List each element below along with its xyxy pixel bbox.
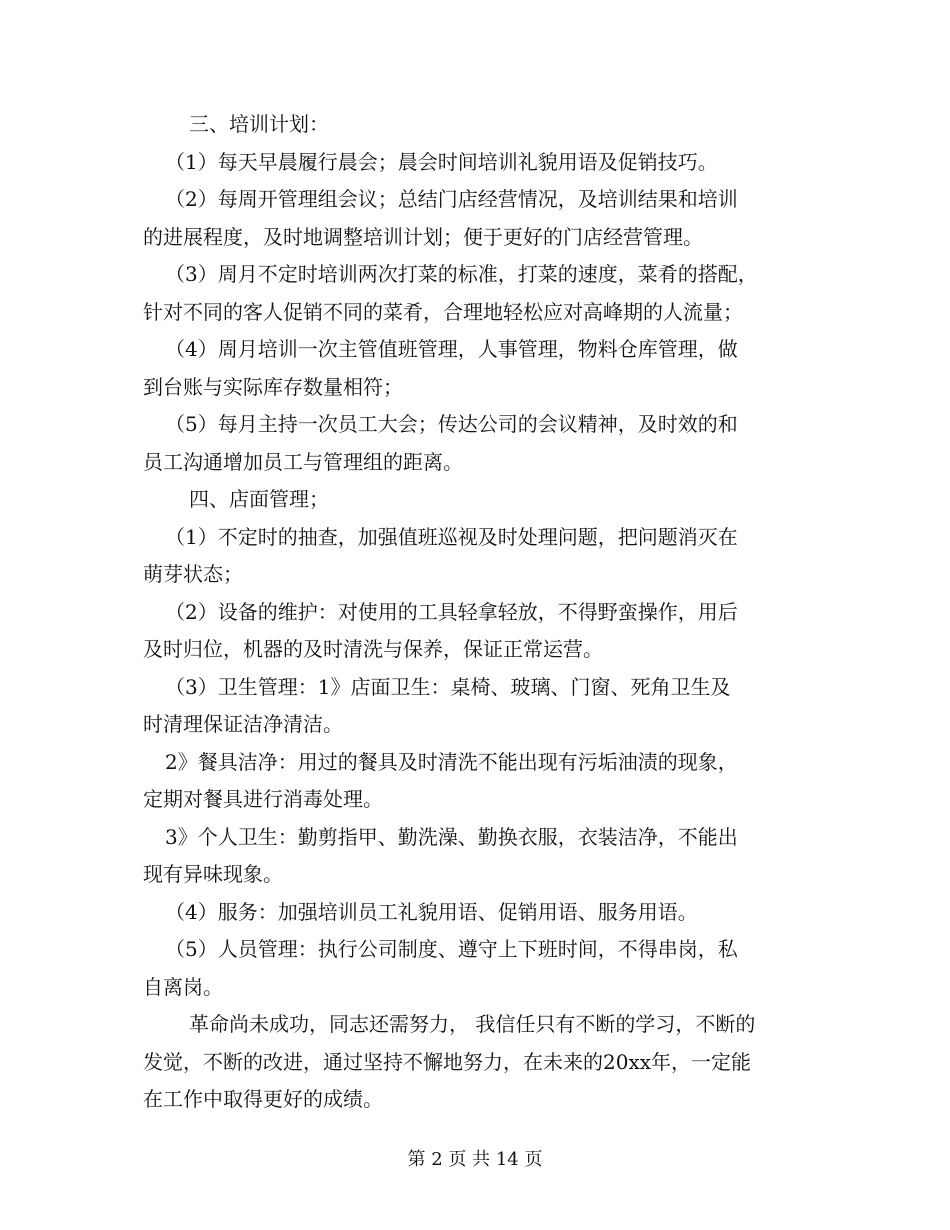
text-line: 现有异味现象。: [143, 862, 283, 886]
text-line: 3》个人卫生：勤剪指甲、勤洗澡、勤换衣服，衣装洁净，不能出: [165, 824, 738, 849]
text-line: 三、培训计划：: [189, 112, 329, 136]
text-line: （1）不定时的抽查，加强值班巡视及时处理问题，把问题消灭在: [165, 524, 738, 549]
text-line: 时清理保证洁净清洁。: [143, 712, 343, 736]
text-line: 的进展程度，及时地调整培训计划；便于更好的门店经营管理。: [143, 224, 703, 249]
text-line: 革命尚未成功，同志还需努力， 我信任只有不断的学习，不断的: [189, 1012, 756, 1036]
text-line: 到台账与实际库存数量相符；: [143, 374, 403, 399]
text-line: （1）每天早晨履行晨会；晨会时间培训礼貌用语及促销技巧。: [165, 149, 718, 174]
text-line: （2）每周开管理组会议；总结门店经营情况，及培训结果和培训: [165, 187, 738, 211]
text-line: （3）周月不定时培训两次打菜的标准，打菜的速度，菜肴的搭配，: [165, 262, 758, 286]
text-line: 员工沟通增加员工与管理组的距离。: [143, 449, 463, 474]
text-line: 定期对餐具进行消毒处理。: [143, 787, 383, 811]
text-line: 自离岗。: [143, 974, 223, 999]
text-line: 在工作中取得更好的成绩。: [143, 1087, 383, 1111]
text-line: （2）设备的维护：对使用的工具轻拿轻放，不得野蛮操作，用后: [165, 599, 738, 624]
text-line: （4）服务：加强培训员工礼貌用语、促销用语、服务用语。: [165, 899, 698, 924]
text-line: （3）卫生管理：1》店面卫生：桌椅、玻璃、门窗、死角卫生及: [165, 674, 731, 699]
document-body: [143, 106, 811, 1119]
text-line: （4）周月培训一次主管值班管理，人事管理，物料仓库管理，做: [165, 337, 738, 361]
page-number-footer: 第 2 页 共 14 页: [407, 1149, 543, 1170]
text-line: 及时归位，机器的及时清洗与保养，保证正常运营。: [143, 637, 603, 661]
text-line: 四、店面管理；: [189, 487, 329, 511]
text-line: 2》餐具洁净：用过的餐具及时清洗不能出现有污垢油渍的现象，: [165, 749, 738, 774]
text-line: （5）每月主持一次员工大会；传达公司的会议精神，及时效的和: [165, 412, 738, 436]
text-line: 针对不同的客人促销不同的菜肴，合理地轻松应对高峰期的人流量；: [143, 299, 743, 324]
text-line: 发觉，不断的改进，通过坚持不懈地努力，在未来的20xx年，一定能: [143, 1049, 752, 1074]
text-line: 萌芽状态；: [143, 562, 243, 586]
text-line: （5）人员管理：执行公司制度、遵守上下班时间，不得串岗，私: [165, 937, 738, 961]
